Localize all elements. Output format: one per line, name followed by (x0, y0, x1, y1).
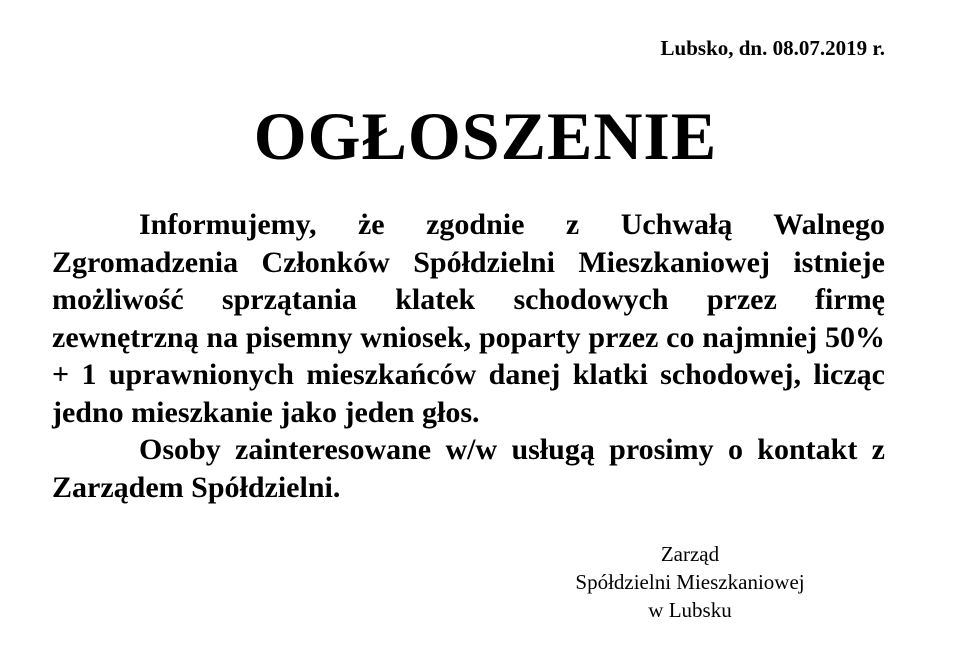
signature-line-town: w Lubsku (648, 598, 732, 622)
signature-line-cooperative: Spółdzielni Mieszkaniowej (575, 570, 805, 594)
document-title: OGŁOSZENIE (253, 98, 718, 174)
announcement-body (52, 206, 885, 506)
date-line: Lubsko, dn. 08.07.2019 r. (660, 36, 885, 60)
paragraph-information: Informujemy, że zgodnie z Uchwałą Walnego Zgromadzenia Członków Spółdzielni Mieszkaniowej istnieje możliwość sprzątania klatek schodowych przez firmę zewnętrzną na pisemny wniosek, poparty przez co najmniej 50% + 1 uprawnionych mieszkańców danej klatki schodowej, licząc jedno mieszkanie jako jeden głos. (52, 208, 885, 429)
paragraph-contact: Osoby zainteresowane w/w usługą prosimy o kontakt z Zarządem Spółdzielni. (52, 433, 885, 504)
signature-line-board: Zarząd (660, 542, 720, 566)
signature-block (539, 540, 841, 624)
